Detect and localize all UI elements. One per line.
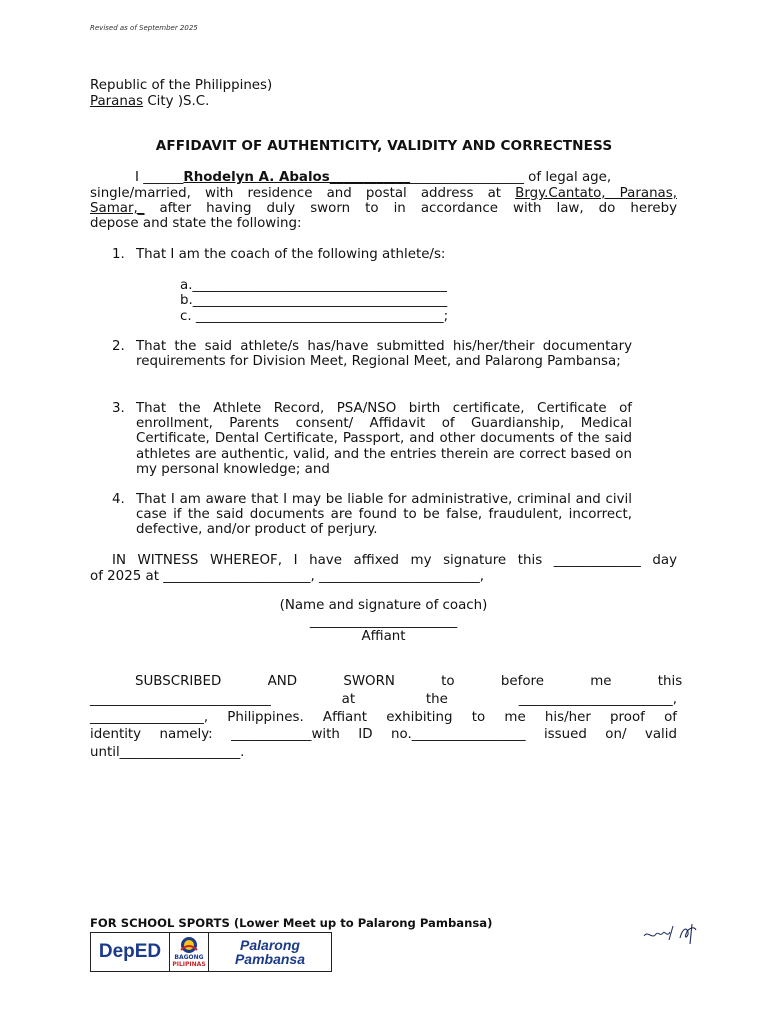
athlete-line-c: c. _____________________________________; (180, 308, 449, 324)
affiant-name: Rhodelyn A. Abalos____________ (183, 170, 411, 185)
venue-city: Paranas (90, 94, 144, 109)
venue-header (90, 78, 272, 110)
item-text: That the said athlete/s has/have submitted his/her/their documentary requirements for Division Meet, Regional Meet, and Palarong Pambansa; (136, 339, 632, 370)
bagong-pilipinas-emblem-icon (177, 936, 201, 954)
witness-line-1: IN WITNESS WHEREOF, I have affixed my signature this _____________ day (112, 553, 677, 568)
statement-item-3 (112, 401, 632, 477)
item-number: 4. (112, 492, 125, 507)
pilipinas-text: PILIPINAS (172, 961, 206, 968)
pambansa-text: Pambansa (234, 951, 306, 967)
intro-line-2 (90, 186, 677, 201)
intro-blank-post: _________________ of legal age, (410, 170, 612, 185)
item-number: 2. (112, 339, 125, 354)
intro-line-1 (135, 170, 677, 185)
deped-logo: DepED (91, 933, 170, 971)
sworn-line-5: until__________________. (90, 745, 245, 760)
bagong-text: BAGONG (174, 954, 204, 961)
athlete-line-b: b.______________________________________ (180, 293, 448, 309)
coach-signature-line: ______________________ (309, 614, 458, 629)
item-text: That I am the coach of the following athlete/s: (136, 247, 446, 262)
coach-signature-caption: (Name and signature of coach) (279, 598, 488, 613)
affiant-label: Affiant (361, 629, 406, 644)
statement-item-1 (112, 247, 632, 262)
venue-rest: City )S.C. (143, 94, 210, 109)
intro-residence-text: single/married, with residence and postal address at (90, 186, 516, 201)
venue-line-2 (90, 94, 272, 110)
bagong-pilipinas-logo (170, 933, 209, 971)
sworn-line-3: _________________, Philippines. Affiant exhibiting to me his/her proof of (90, 710, 677, 725)
witness-line-2: of 2025 at ______________________, ________________________, (90, 569, 484, 584)
sworn-line-4: identity namely: ____________with ID no._________________ issued on/ valid (90, 727, 677, 742)
address-part-2: Samar,_ (90, 201, 145, 216)
sworn-line-1: SUBSCRIBED AND SWORN to before me this (135, 674, 683, 689)
document-title: AFFIDAVIT OF AUTHENTICITY, VALIDITY AND CORRECTNESS (155, 138, 613, 154)
athlete-line-a: a.______________________________________ (180, 278, 447, 293)
intro-line-4: depose and state the following: (90, 216, 302, 231)
address-part-1: Brgy.Cantato, Paranas, (515, 186, 677, 201)
item-number: 1. (112, 247, 125, 262)
intro-line-3 (90, 201, 677, 216)
footer-logos (90, 932, 332, 972)
revision-note: Revised as of September 2025 (90, 24, 198, 32)
statement-item-2 (112, 339, 632, 369)
item-text: That I am aware that I may be liable for administrative, criminal and civil case if the said documents are found to be false, fraudulent, incorrect, defective, and/or product of perjury. (136, 492, 632, 538)
item-text: That the Athlete Record, PSA/NSO birth certificate, Certificate of enrollment, Parents consent/ Affidavit of Guardianship, Medical Certificate, Dental Certificate, Passport, and other documents of the said athletes are authentic, valid, and the entries therein are correct based on my personal knowledge; and (136, 401, 632, 477)
sworn-line-2: ___________________________ at the _______________________, (90, 692, 677, 707)
item-number: 3. (112, 401, 125, 416)
footer-label: FOR SCHOOL SPORTS (Lower Meet up to Palarong Pambansa) (90, 916, 493, 930)
statement-item-4 (112, 492, 632, 538)
palarong-pambansa-logo (209, 933, 331, 971)
intro-blank-pre: I ______ (135, 170, 184, 185)
intro-sworn-text: after having duly sworn to in accordance with law, do hereby (144, 201, 677, 216)
initials-signature-icon (640, 918, 704, 946)
palarong-text: Palarong (240, 937, 300, 953)
venue-line-1: Republic of the Philippines) (90, 78, 273, 93)
athlete-list (180, 278, 448, 324)
